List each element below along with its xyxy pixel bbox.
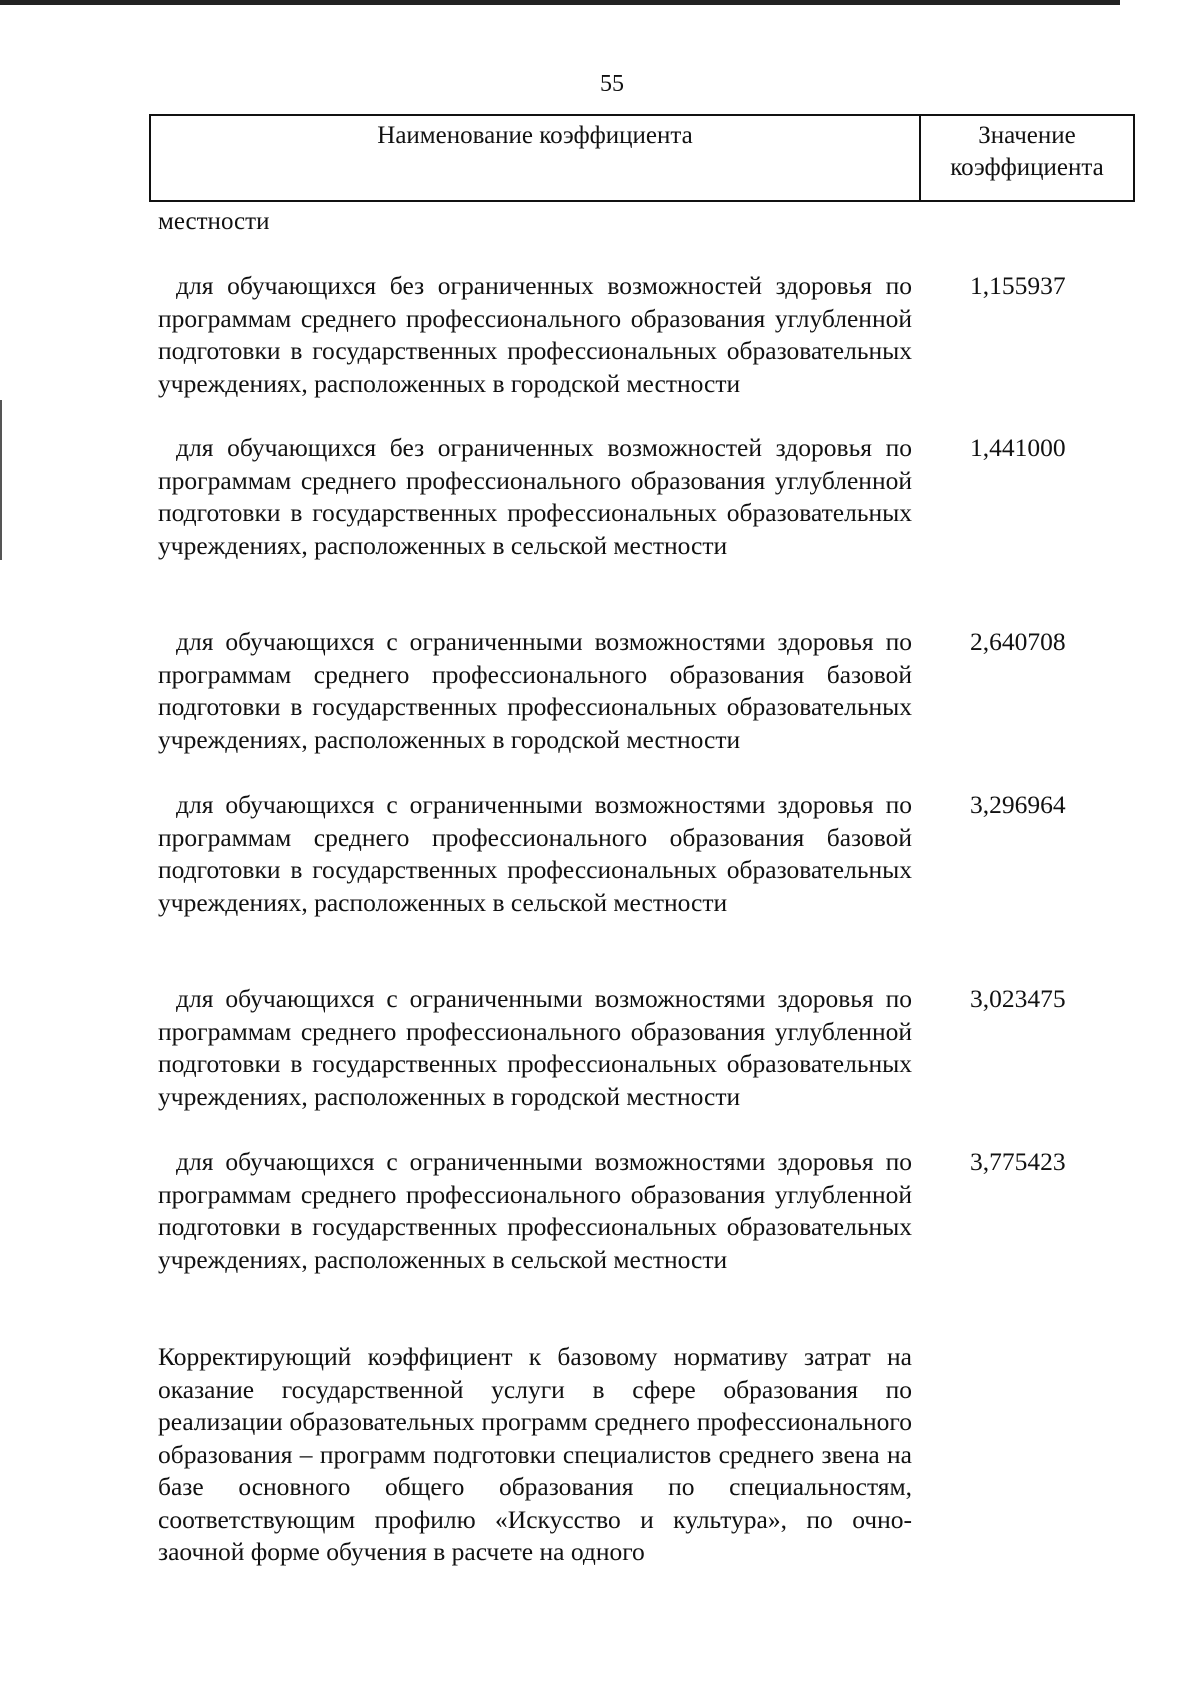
page-number: 55 bbox=[600, 71, 624, 97]
coefficient-row-value: 1,155937 bbox=[970, 271, 1066, 300]
coefficient-row-description: для обучающихся с ограниченными возможностями здоровья по программам среднего профессионального образования базовой подготовки в государственных профессиональных образовательных учреждениях, расположенных в сельской местности bbox=[158, 790, 912, 917]
coefficient-row-description: для обучающихся с ограниченными возможностями здоровья по программам среднего профессионального образования углубленной подготовки в государственных профессиональных образовательных учреждениях, расположенных в городской местности bbox=[158, 984, 912, 1111]
coefficient-row-value: 3,296964 bbox=[970, 790, 1066, 819]
coefficient-row-description: для обучающихся без ограниченных возможностей здоровья по программам среднего профессионального образования углубленной подготовки в государственных профессиональных образовательных учреждениях, расположенных в городской местности bbox=[158, 271, 912, 398]
corrective-coefficient-paragraph: Корректирующий коэффициент к базовому нормативу затрат на оказание государственной услуги в сфере образования по реализации образовательных программ среднего профессионального образования – программ подготовки специалистов среднего звена на базе основного общего образования по специальностям, соответствующим профилю «Искусство и культура», по очно-заочной форме обучения в расчете на одного bbox=[158, 1342, 912, 1566]
coefficient-row-value: 2,640708 bbox=[970, 627, 1066, 656]
coefficient-row-value: 1,441000 bbox=[970, 433, 1066, 462]
coefficient-row-value: 3,775423 bbox=[970, 1147, 1066, 1176]
table-header bbox=[149, 114, 1135, 202]
scan-left-edge bbox=[0, 400, 2, 560]
continuation-text: местности bbox=[158, 208, 270, 235]
header-name-column: Наименование коэффициента bbox=[151, 116, 921, 200]
coefficient-row-value: 3,023475 bbox=[970, 984, 1066, 1013]
header-value-column: Значение коэффициента bbox=[950, 122, 1104, 181]
coefficient-row-description: для обучающихся с ограниченными возможностями здоровья по программам среднего профессионального образования базовой подготовки в государственных профессиональных образовательных учреждениях, расположенных в городской местности bbox=[158, 627, 912, 754]
scan-top-edge bbox=[0, 0, 1120, 5]
coefficient-row-description: для обучающихся без ограниченных возможностей здоровья по программам среднего профессионального образования углубленной подготовки в государственных профессиональных образовательных учреждениях, расположенных в сельской местности bbox=[158, 433, 912, 560]
coefficient-row-description: для обучающихся с ограниченными возможностями здоровья по программам среднего профессионального образования углубленной подготовки в государственных профессиональных образовательных учреждениях, расположенных в сельской местности bbox=[158, 1147, 912, 1274]
